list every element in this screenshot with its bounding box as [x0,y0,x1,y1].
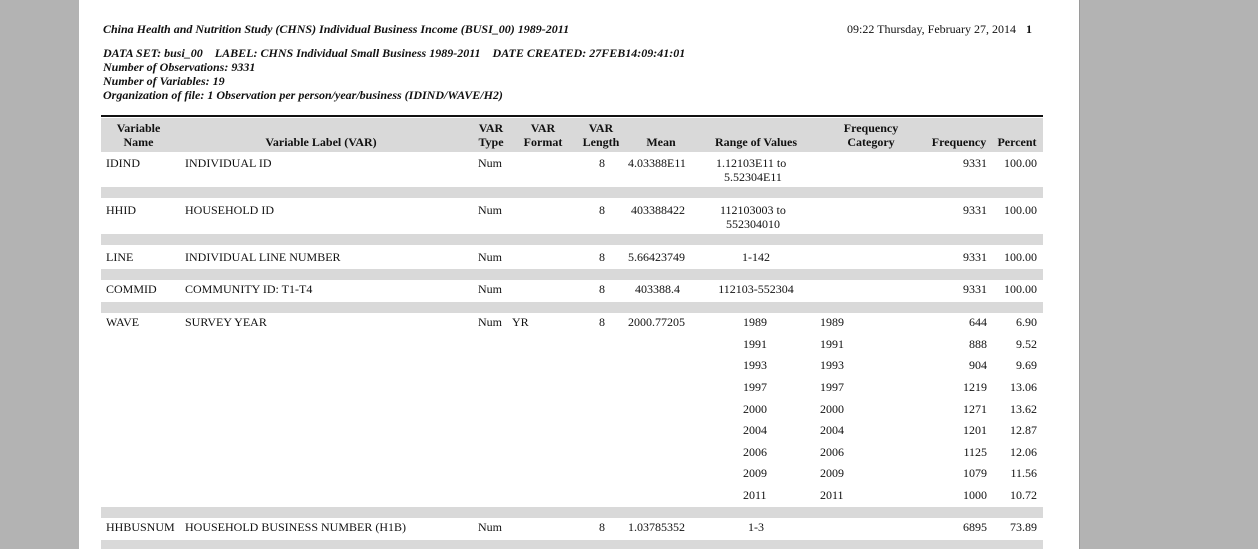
col-var-length-line1: VAR [588,121,614,135]
freq-range-value: 1989 [743,315,767,329]
cell-variable-label: HOUSEHOLD ID [185,203,274,217]
cell-variable-name: IDIND [106,156,140,170]
cell-variable-label: SURVEY YEAR [185,315,267,329]
table-row [101,280,1043,302]
freq-percent-value: 10.72 [1010,488,1037,502]
row-separator [101,507,1043,518]
cell-variable-name: LINE [106,250,134,264]
file-organization: Organization of file: 1 Observation per person/year/business (IDIND/WAVE/H2) [103,88,503,102]
freq-percent-value: 9.69 [1016,358,1037,372]
col-percent: Percent [997,135,1037,149]
cell-var-length: 8 [599,520,605,534]
table-header [101,118,1043,152]
report-datetime [847,22,1032,37]
cell-variable-label: INDIVIDUAL ID [185,156,272,170]
freq-category-value: 1997 [820,380,844,394]
cell-var-length: 8 [599,282,605,296]
cell-percent: 100.00 [1004,250,1037,264]
freq-count-value: 1000 [963,488,987,502]
freq-category-value: 2004 [820,423,844,437]
cell-range: 112103003 to [720,203,786,217]
cell-var-type: Num [478,315,502,329]
cell-mean: 2000.77205 [628,315,685,329]
col-var-type-line2: Type [478,135,504,149]
row-separator [101,269,1043,280]
cell-variable-name: HHBUSNUM [106,520,175,534]
table-row [101,152,1043,186]
cell-frequency: 9331 [963,282,987,296]
freq-range-value: 2004 [743,423,767,437]
col-var-length [578,121,624,149]
table-top-rule [101,115,1043,117]
cell-percent: 100.00 [1004,203,1037,217]
freq-percent-value: 13.06 [1010,380,1037,394]
col-var-type [463,121,519,149]
freq-range-value: 2000 [743,402,767,416]
row-separator [101,302,1043,313]
freq-count-value: 1201 [963,423,987,437]
cell-frequency: 9331 [963,156,987,170]
cell-variable-name: COMMID [106,282,157,296]
freq-percent-value: 13.62 [1010,402,1037,416]
freq-range-value: 1991 [743,337,767,351]
col-mean: Mean [646,135,676,149]
cell-mean: 4.03388E11 [628,156,686,170]
freq-category-value: 2006 [820,445,844,459]
cell-range-cont: 5.52304E11 [724,170,782,184]
freq-percent-value: 12.06 [1010,445,1037,459]
freq-percent-value: 6.90 [1016,315,1037,329]
row-separator [101,187,1043,198]
freq-percent-value: 9.52 [1016,337,1037,351]
cell-variable-name: HHID [106,203,136,217]
cell-percent: 100.00 [1004,156,1037,170]
col-variable-label: Variable Label (VAR) [265,135,377,149]
col-variable-name [101,121,176,149]
col-var-type-line1: VAR [478,121,504,135]
report-page [79,0,1080,549]
col-frequency-category [829,121,913,149]
freq-count-value: 1219 [963,380,987,394]
col-var-length-line2: Length [582,135,620,149]
report-title: China Health and Nutrition Study (CHNS) Individual Business Income (BUSI_00) 1989-2011 [103,22,570,36]
col-variable-name-line2: Name [123,135,154,149]
col-frequency: Frequency [931,135,987,149]
cell-var-format: YR [512,315,529,329]
freq-percent-value: 12.87 [1010,423,1037,437]
cell-var-length: 8 [599,203,605,217]
freq-range-value: 1997 [743,380,767,394]
table-row [101,313,1043,506]
freq-count-value: 1079 [963,466,987,480]
cell-var-type: Num [478,203,502,217]
freq-category-value: 2011 [820,488,844,502]
cell-mean: 1.03785352 [628,520,685,534]
freq-count-value: 888 [969,337,987,351]
cell-variable-label: HOUSEHOLD BUSINESS NUMBER (H1B) [185,520,407,534]
cell-range: 1-3 [748,520,764,534]
table-row [101,518,1043,540]
table-row [101,245,1043,269]
row-separator [101,540,1043,549]
cell-var-length: 8 [599,315,605,329]
cell-variable-label: INDIVIDUAL LINE NUMBER [185,250,341,264]
cell-frequency: 9331 [963,203,987,217]
freq-category-value: 1993 [820,358,844,372]
variable-count: Number of Variables: 19 [103,74,225,88]
freq-range-value: 1993 [743,358,767,372]
col-variable-name-line1: Variable [116,121,161,135]
cell-mean: 403388.4 [635,282,680,296]
cell-var-type: Num [478,156,502,170]
page-number: 1 [1025,22,1032,36]
cell-percent: 100.00 [1004,282,1037,296]
cell-var-type: Num [478,282,502,296]
freq-category-value: 1991 [820,337,844,351]
freq-count-value: 1271 [963,402,987,416]
cell-var-type: Num [478,520,502,534]
cell-range: 112103-552304 [718,282,794,296]
freq-category-value: 1989 [820,315,844,329]
col-freq-cat-line1: Frequency [843,121,899,135]
cell-frequency: 6895 [963,520,987,534]
freq-percent-value: 11.56 [1010,466,1037,480]
col-var-format-line2: Format [523,135,563,149]
freq-category-value: 2000 [820,402,844,416]
datetime-text: 09:22 Thursday, February 27, 2014 [847,22,1016,36]
table-row [101,198,1043,234]
freq-category-value: 2009 [820,466,844,480]
freq-range-value: 2011 [743,488,767,502]
freq-count-value: 644 [969,315,987,329]
cell-range-cont: 552304010 [726,217,780,231]
cell-frequency: 9331 [963,250,987,264]
freq-count-value: 1125 [963,445,987,459]
freq-range-value: 2006 [743,445,767,459]
dataset-info: DATA SET: busi_00 LABEL: CHNS Individual Small Business 1989-2011 DATE CREATED: 27FEB14:09:41:01 [103,46,686,60]
cell-range: 1.12103E11 to [716,156,787,170]
col-var-format [518,121,568,149]
cell-mean: 403388422 [631,203,685,217]
cell-mean: 5.66423749 [628,250,685,264]
freq-count-value: 904 [969,358,987,372]
freq-range-value: 2009 [743,466,767,480]
cell-var-length: 8 [599,250,605,264]
col-range: Range of Values [714,135,797,149]
cell-variable-label: COMMUNITY ID: T1-T4 [185,282,313,296]
cell-var-length: 8 [599,156,605,170]
cell-var-type: Num [478,250,502,264]
cell-variable-name: WAVE [106,315,140,329]
cell-percent: 73.89 [1010,520,1037,534]
observation-count: Number of Observations: 9331 [103,60,256,74]
col-var-format-line1: VAR [530,121,556,135]
row-separator [101,234,1043,245]
cell-range: 1-142 [742,250,770,264]
col-freq-cat-line2: Category [847,135,895,149]
